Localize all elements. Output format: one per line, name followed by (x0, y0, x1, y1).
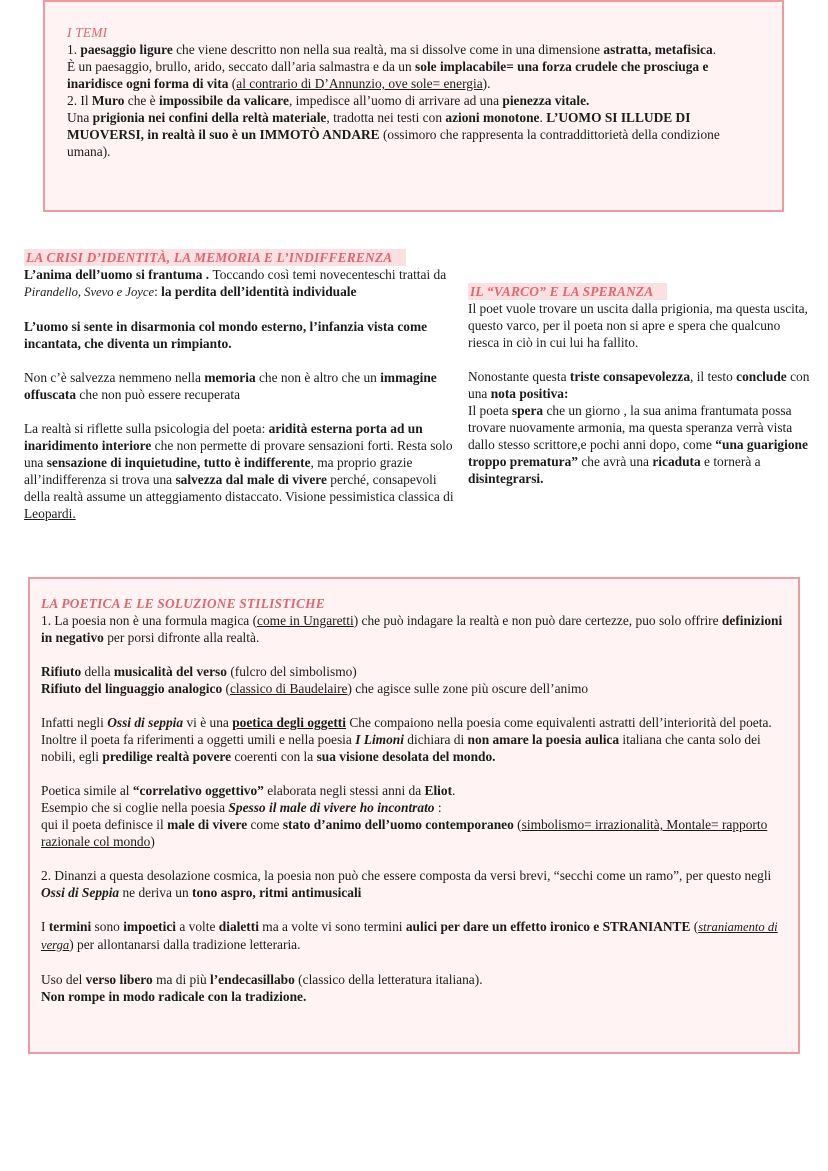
text: ). (482, 76, 491, 91)
poetica-paragraph-4 (41, 714, 790, 765)
text: La realtà si riflette sulla psicologia del poeta: (24, 421, 269, 436)
poetica-paragraph-2 (41, 663, 790, 680)
text-bold: musicalità del verso (113, 664, 227, 679)
text-bold: predilige realtà povere (102, 749, 232, 764)
text: Il poeta (468, 403, 512, 418)
poetica-paragraph-3 (41, 680, 790, 697)
spacer (468, 351, 813, 368)
text: italiana che canta solo dei nobili, egli (41, 732, 761, 764)
text-bold: la perdita dell’identità individuale (161, 284, 357, 299)
text: a volte (176, 919, 219, 934)
text-underlined: Leopardi. (24, 506, 76, 521)
text: perché, consapevoli della realtà assume un atteggiamento distaccato. Visione pessimistica classica di (24, 472, 454, 504)
text-bold: Non rompe in modo radicale con la tradizione. (41, 989, 307, 1004)
spacer (24, 301, 456, 318)
text: 1. (67, 42, 81, 57)
text: ( (513, 817, 522, 832)
varco-paragraph-2 (468, 368, 813, 402)
text: qui il poeta definisce il (41, 817, 168, 832)
text: ma di più (152, 972, 210, 987)
spacer (41, 765, 790, 782)
text: ( (228, 76, 237, 91)
text-bold: Rifiuto (41, 664, 82, 679)
poetica-heading: LA POETICA E LE SOLUZIONE STILISTICHE (41, 596, 325, 611)
text: che viene descritto non nella sua realtà, ma si dissolve come in una dimensione (172, 42, 604, 57)
text-bold: sole implacabile= una forza crudele che prosciuga e inaridisce ogni forma di vita (67, 59, 709, 91)
text-bold: impoetici (123, 919, 177, 934)
text: : (154, 284, 162, 299)
text: , ma proprio grazie all’indifferenza si trova una (24, 455, 413, 487)
text: Infatti negli (41, 715, 108, 730)
poetica-paragraph-10 (41, 971, 790, 988)
text-bold: conclude (736, 369, 787, 384)
temi-heading: I TEMI (67, 25, 108, 40)
text-underlined: al contrario di D’Annunzio, ove sole= energia (236, 76, 483, 91)
text: che non può essere recuperata (76, 387, 241, 402)
text-bold: “correlativo oggettivo” (132, 783, 264, 798)
varco-paragraph-3 (468, 402, 813, 487)
varco-section (468, 283, 813, 487)
text-bold: azioni monotone (445, 110, 540, 125)
text: che un giorno , la sua anima frantumata possa trovare nuovamente armonia, ma questa speranza verrà vista dallo stesso scrittore,e pochi anni dopo, come (468, 403, 793, 452)
temi-paragraph-3 (67, 92, 762, 109)
text: vi è una (183, 715, 233, 730)
text-bold: paesaggio ligure (80, 42, 173, 57)
text: ( (222, 681, 230, 696)
text: . (539, 110, 547, 125)
text-italic-underlined: straniamento di verga (41, 920, 778, 952)
text: Toccando così temi novecenteschi trattai da (212, 267, 447, 282)
varco-heading (468, 283, 813, 300)
temi-paragraph-4 (67, 109, 762, 160)
poetica-paragraph-1 (41, 612, 790, 646)
text-underlined: come in Ungaretti (257, 613, 354, 628)
text: Nonostante questa (468, 369, 570, 384)
spacer (41, 850, 790, 867)
text-bold: pienezza vitale. (502, 93, 590, 108)
spacer (24, 403, 456, 420)
text-bold: triste consapevolezza (569, 369, 691, 384)
crisi-paragraph-1 (24, 266, 456, 301)
text: che non permette di provare sensazioni forti. Resta solo una (24, 438, 453, 470)
temi-paragraph-1 (67, 41, 762, 58)
text-bold: memoria (204, 370, 256, 385)
text-bold: tono aspro, ritmi antimusicali (192, 885, 362, 900)
text-bold: aulici per dare un effetto ironico e STRANIANTE (405, 919, 691, 934)
text-bold: salvezza dal male di vivere (175, 472, 327, 487)
text: con una (468, 369, 810, 401)
text-bold: Muro (91, 93, 125, 108)
text: Poetica simile al (41, 783, 133, 798)
text: È un paesaggio, brullo, arido, seccato dall’aria salmastra e da un (67, 59, 416, 74)
text-bold: nota positiva: (490, 386, 569, 401)
text: elaborata negli stessi anni da (263, 783, 425, 798)
text: dichiara di (403, 732, 468, 747)
text: 2. Dinanzi a questa desolazione cosmica, la poesia non può che essere composta da versi brevi, “secchi come un ramo”, per questo negli (41, 868, 772, 883)
text: (classico della letteratura italiana). (294, 972, 483, 987)
text-bold: ricaduta (652, 454, 701, 469)
text: ma a volte vi sono termini (258, 919, 406, 934)
text: della (81, 664, 114, 679)
spacer (41, 954, 790, 971)
text: (ossimoro che rappresenta la contraddittorietà della condizione umana). (67, 127, 720, 159)
poetica-paragraph-6 (41, 799, 790, 816)
crisi-paragraph-2 (24, 318, 456, 352)
heading-text: LA CRISI D’IDENTITÀ, LA MEMORIA E L’INDIFFERENZA (24, 249, 406, 266)
text: che avrà una (577, 454, 653, 469)
text: ) (150, 834, 155, 849)
text-bold: Rifiuto del linguaggio analogico (41, 681, 223, 696)
text-bold: spera (511, 403, 544, 418)
text: Esempio che si coglie nella poesia (41, 800, 229, 815)
text: Una (67, 110, 93, 125)
text-bold-italic: I Limoni (355, 732, 404, 747)
text-bold: “una guarigione troppo prematura” (468, 437, 808, 469)
poetica-paragraph-9 (41, 918, 790, 954)
text-bold: male di vivere (167, 817, 248, 832)
text-bold: definizioni in negativo (41, 613, 783, 645)
text: , tradotta nei testi con (326, 110, 446, 125)
text-bold: sua visione desolata del mondo. (316, 749, 496, 764)
spacer (41, 697, 790, 714)
text-bold: dialetti (218, 919, 259, 934)
text-bold: verso libero (85, 972, 153, 987)
text: ) che agisce sulle zone più oscure dell’animo (347, 681, 589, 696)
poetica-paragraph-11 (41, 988, 790, 1005)
poetica-paragraph-5 (41, 782, 790, 799)
text-italic: Pirandello, Svevo e Joyce (24, 285, 155, 299)
text-bold: termini (48, 919, 92, 934)
text-bold: L’anima dell’uomo si frantuma . (24, 267, 213, 282)
temi-paragraph-2 (67, 58, 762, 92)
text-bold: immagine offuscata (24, 370, 437, 402)
text-underlined: classico di Baudelaire (229, 681, 348, 696)
text: ) per allontanarsi dalla tradizione letteraria. (69, 937, 301, 952)
crisi-heading (24, 249, 456, 266)
text-bold: L’UOMO SI ILLUDE DI MUOVERSI, in realtà il suo è un IMMOTÒ ANDARE (67, 110, 691, 142)
spacer (41, 901, 790, 918)
text: . (452, 783, 456, 798)
text-bold: non amare la poesia aulica (467, 732, 620, 747)
text-underlined: simbolismo= irrazionalità, Montale= rapporto razionale col mondo (41, 817, 768, 849)
text-bold-italic: Ossi di seppia (107, 715, 184, 730)
text: , il testo (690, 369, 737, 384)
text: sono (91, 919, 124, 934)
spacer (41, 646, 790, 663)
text: Uso del (41, 972, 86, 987)
text-bold: L’uomo si sente in disarmonia col mondo esterno, l’infanzia vista come incantata, che diventa un rimpianto. (24, 319, 428, 351)
text-bold: prigionia nei confini della reltà materiale (92, 110, 327, 125)
text: per porsi difronte alla realtà. (103, 630, 260, 645)
text: . (712, 42, 717, 57)
text-bold: aridità esterna porta ad un inaridimento interiore (24, 421, 423, 453)
crisi-section (24, 249, 456, 522)
poetica-box (28, 577, 800, 1054)
text-bold: Eliot (424, 783, 453, 798)
text: 2. Il (67, 93, 92, 108)
heading-text: IL “VARCO” E LA SPERANZA (468, 283, 667, 300)
crisi-paragraph-4 (24, 420, 456, 522)
text-bold: impossibile da valicare (158, 93, 289, 108)
text: : (434, 800, 442, 815)
text: (fulcro del simbolismo) (226, 664, 357, 679)
text: ( (690, 919, 699, 934)
text: coerenti con la (231, 749, 317, 764)
text-bold-italic: Ossi di Seppia (41, 885, 120, 900)
text: 1. La poesia non è una formula magica ( (41, 613, 258, 628)
text-bold: astratta, metafisica (603, 42, 713, 57)
text: ne deriva un (119, 885, 193, 900)
text: ) che può indagare la realtà e non può dare certezze, puo solo offrire (353, 613, 722, 628)
text: e tornerà a (700, 454, 761, 469)
poetica-paragraph-8 (41, 867, 790, 901)
text: I (41, 919, 49, 934)
crisi-paragraph-3 (24, 369, 456, 403)
spacer (24, 352, 456, 369)
temi-box (43, 0, 784, 212)
text: che è (124, 93, 159, 108)
text-bold: disintegrarsi. (468, 471, 544, 486)
text: che non è altro che un (255, 370, 381, 385)
text-bold-italic: Spesso il male di vivere ho incontrato (228, 800, 435, 815)
text-bold-underlined: poetica degli oggetti (232, 715, 346, 730)
varco-paragraph-1: Il poet vuole trovare un uscita dalla prigionia, ma questa uscita, questo varco, per il poeta non si apre e spera che qualcuno riesca in ciò in cui lui ha fallito. (468, 301, 808, 350)
text: come (247, 817, 283, 832)
text-bold: stato d’animo dell’uomo contemporaneo (282, 817, 514, 832)
text: Non c’è salvezza nemmeno nella (24, 370, 205, 385)
poetica-paragraph-7 (41, 816, 790, 850)
text: , impedisce all’uomo di arrivare ad una (288, 93, 503, 108)
text-bold: l’endecasillabo (210, 972, 295, 987)
text: Che compaiono nella poesia come equivalenti astratti dell’interiorità del poeta. Inoltre il poeta fa riferimenti a oggetti umili e nella poesia (41, 715, 772, 747)
text-bold: sensazione di inquietudine, tutto è indifferente (46, 455, 311, 470)
